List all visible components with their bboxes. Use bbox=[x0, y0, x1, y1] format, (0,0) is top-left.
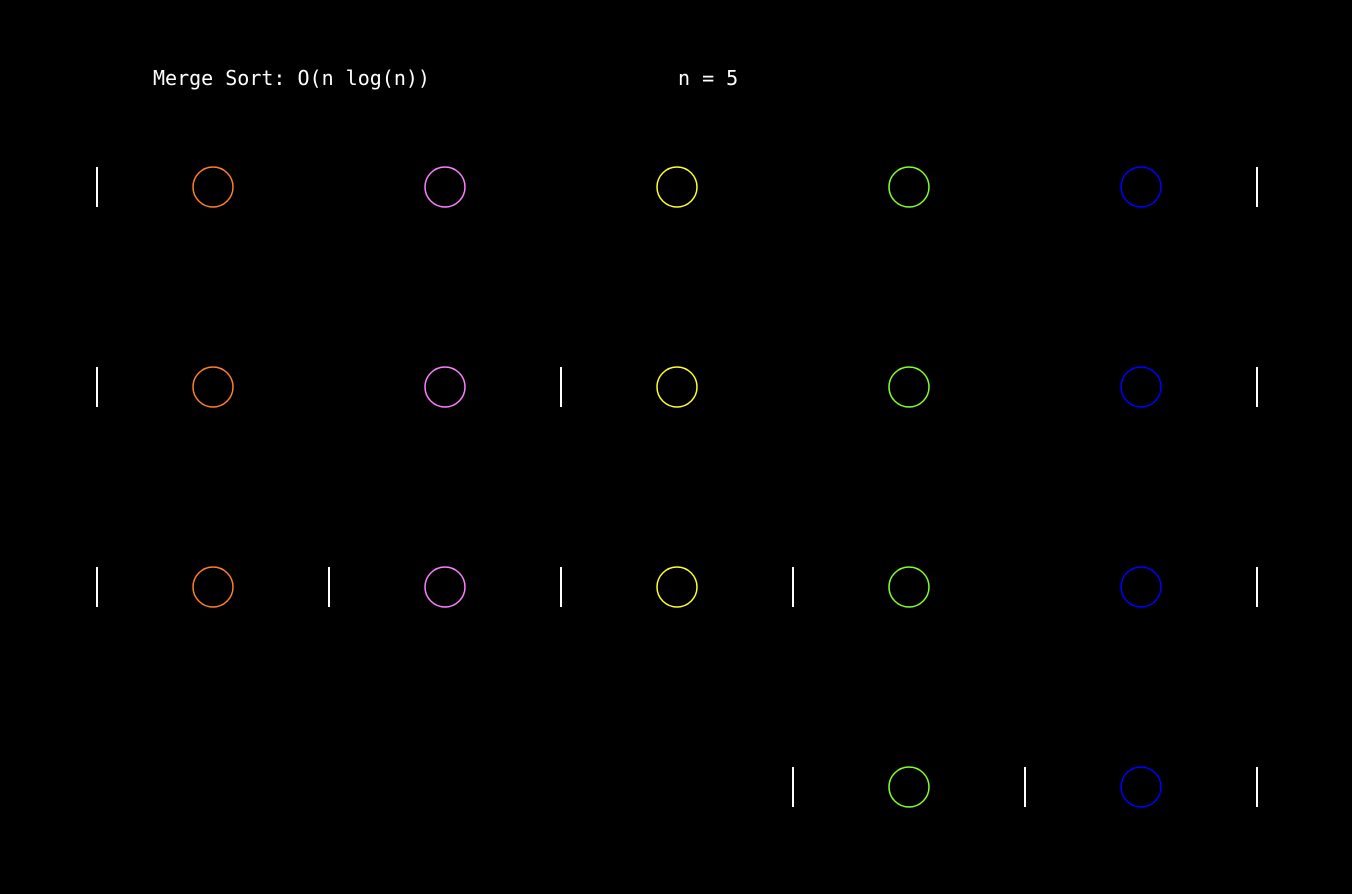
element-circle bbox=[657, 167, 697, 207]
element-circle bbox=[889, 167, 929, 207]
element-circle bbox=[193, 567, 233, 607]
element-circle bbox=[657, 367, 697, 407]
algorithm-title: Merge Sort: O(n log(n)) bbox=[153, 66, 430, 90]
element-circle bbox=[425, 167, 465, 207]
element-circle bbox=[425, 567, 465, 607]
element-circle bbox=[657, 567, 697, 607]
element-count: n = 5 bbox=[678, 66, 739, 90]
element-circle bbox=[193, 367, 233, 407]
element-circle bbox=[425, 367, 465, 407]
element-circle bbox=[1121, 567, 1161, 607]
element-circle bbox=[889, 367, 929, 407]
element-circle bbox=[1121, 367, 1161, 407]
element-circle bbox=[889, 767, 929, 807]
element-circle bbox=[889, 567, 929, 607]
element-circle bbox=[1121, 167, 1161, 207]
element-circle bbox=[1121, 767, 1161, 807]
element-circle bbox=[193, 167, 233, 207]
